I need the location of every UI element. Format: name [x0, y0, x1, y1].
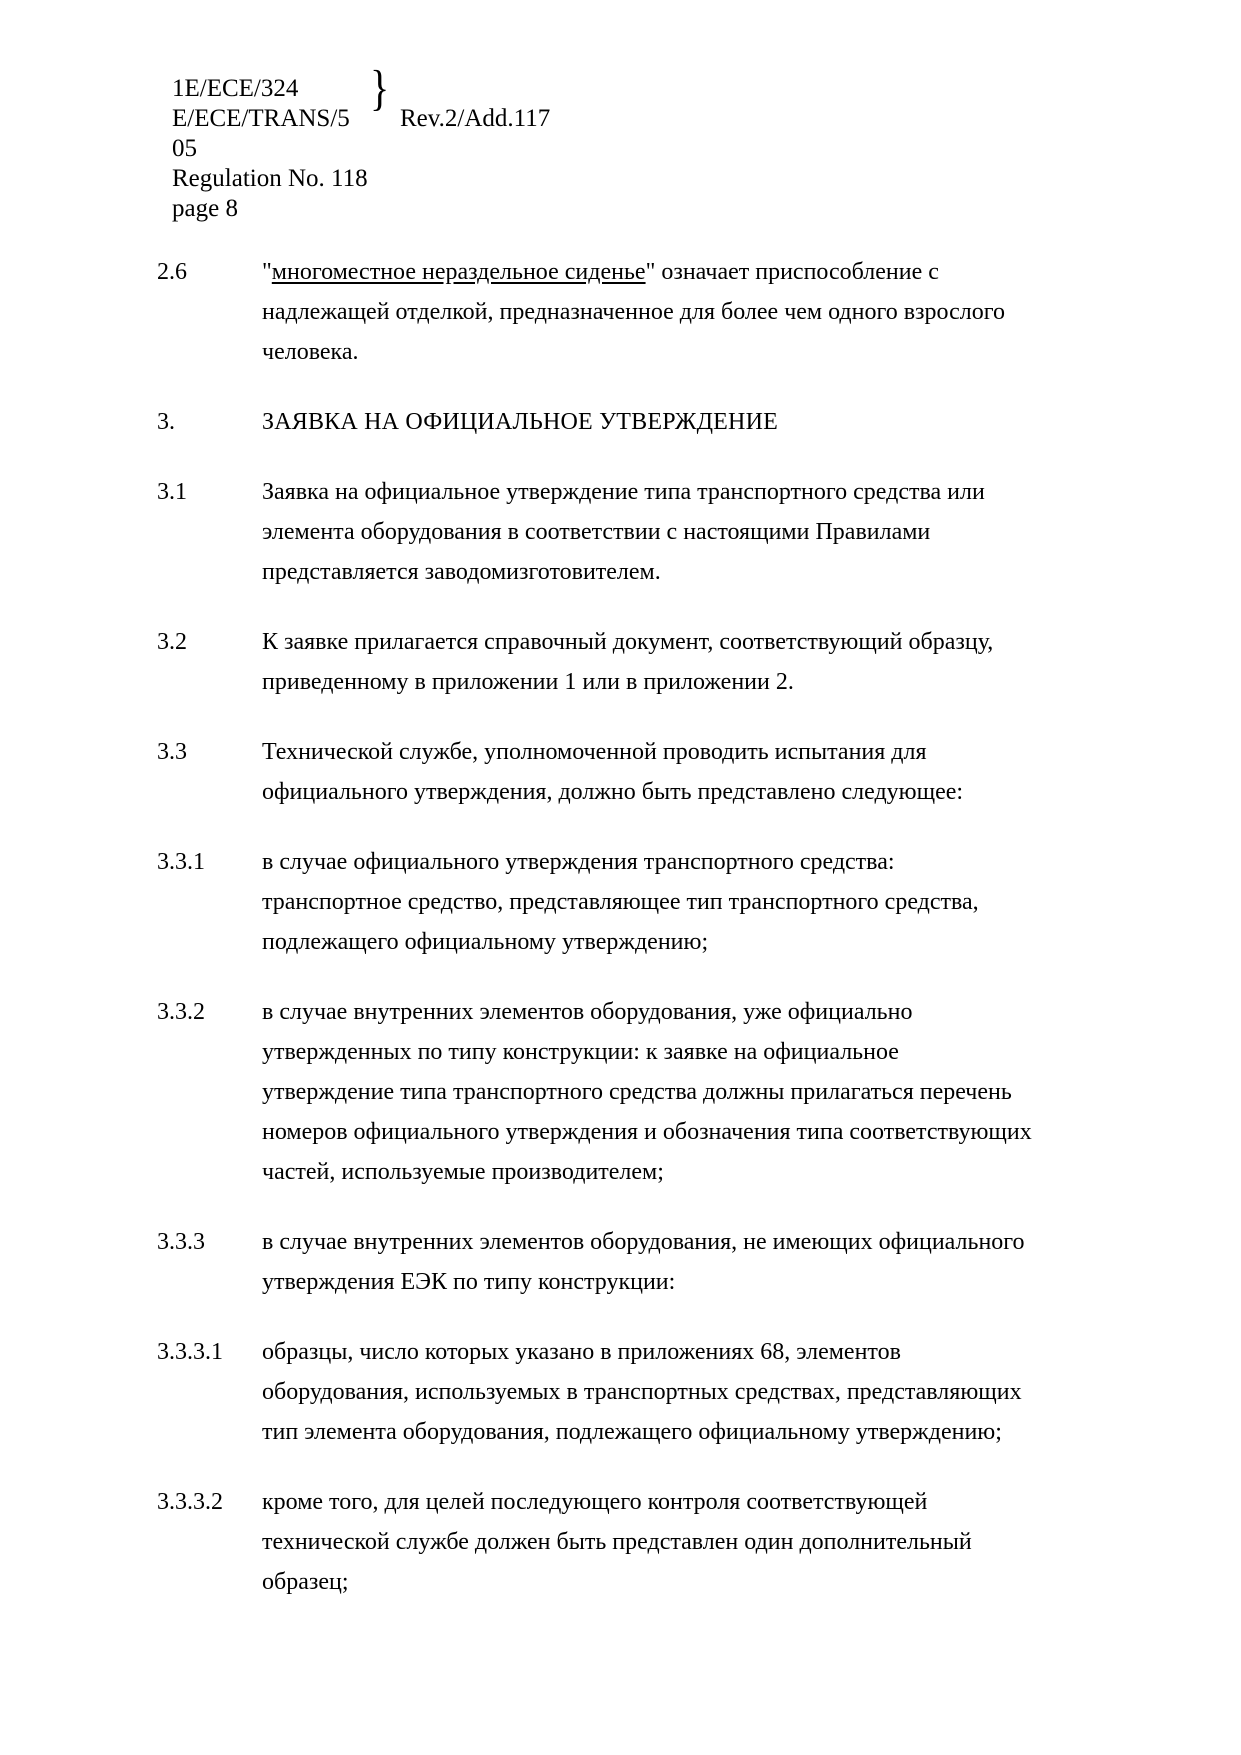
section-title: ЗАЯВКА НА ОФИЦИАЛЬНОЕ УТВЕРЖДЕНИЕ — [262, 409, 778, 435]
clause-3-2 — [0, 622, 1241, 702]
clause-3-3-3 — [0, 1222, 1241, 1302]
clause-3-3-3-1 — [0, 1332, 1241, 1452]
clause-body: в случае внутренних элементов оборудования, уже официально утвержденных по типу конструкции: к заявке на официальное утверждение типа транспортного средства должны прилагаться перечень номеров официального утверждения и обозначения типа соответствующих частей, используемые производителем; — [262, 999, 1032, 1185]
header-symbol-line-1: 1E/ECE/324 — [172, 75, 299, 102]
brace-icon: } — [370, 59, 390, 116]
clause-3-1 — [0, 472, 1241, 592]
document-body — [0, 252, 1241, 1632]
clause-number: 3.2 — [157, 629, 187, 655]
clause-number: 3. — [157, 409, 175, 435]
clause-body: кроме того, для целей последующего контроля соответствующей технической службе должен быть представлен один дополнительный образец; — [262, 1489, 972, 1595]
clause-3-3-3-2 — [0, 1482, 1241, 1602]
header-symbol-line-2: E/ECE/TRANS/5 — [172, 105, 350, 132]
quote-close: " — [645, 259, 656, 285]
clause-number: 2.6 — [157, 259, 187, 285]
clause-3-3-1 — [0, 842, 1241, 962]
clause-number: 3.3.3.1 — [157, 1339, 223, 1365]
document-header — [172, 59, 872, 224]
quote-open: " — [262, 259, 272, 285]
clause-body: Заявка на официальное утверждение типа транспортного средства или элемента оборудования в соответствии с настоящими Правилами представляется заводомизготовителем. — [262, 479, 985, 585]
header-symbol-group — [172, 59, 872, 164]
clause-number: 3.3.3.2 — [157, 1489, 223, 1515]
header-revision: Rev.2/Add.117 — [400, 105, 551, 132]
clause-body: в случае внутренних элементов оборудования, не имеющих официального утверждения ЕЭК по типу конструкции: — [262, 1229, 1025, 1295]
clause-number: 3.3.1 — [157, 849, 205, 875]
clause-body: Технической службе, уполномоченной проводить испытания для официального утверждения, должно быть представлено следующее: — [262, 739, 964, 805]
clause-number: 3.3.2 — [157, 999, 205, 1025]
header-regulation: Regulation No. 118 — [172, 165, 368, 192]
clause-3-3 — [0, 732, 1241, 812]
clause-body — [262, 252, 1037, 372]
clause-number: 3.3 — [157, 739, 187, 765]
clause-body: К заявке прилагается справочный документ, соответствующий образцу, приведенному в приложении 1 или в приложении 2. — [262, 629, 994, 695]
clause-3-heading — [0, 402, 1241, 442]
clause-number: 3.3.3 — [157, 1229, 205, 1255]
clause-body: образцы, число которых указано в приложениях 68, элементов оборудования, используемых в транспортных средствах, представляющих тип элемента оборудования, подлежащего официальному утверждению; — [262, 1339, 1022, 1445]
clause-2-6 — [0, 252, 1241, 372]
clause-body: в случае официального утверждения транспортного средства: транспортное средство, представляющее тип транспортного средства, подлежащего официальному утверждению; — [262, 849, 979, 955]
defined-term: многоместное нераздельное сиденье — [271, 259, 646, 285]
header-page-number: page 8 — [172, 195, 238, 222]
clause-number: 3.1 — [157, 479, 187, 505]
clause-remainder: означает приспособление с надлежащей отделкой, предназначенное для более чем одного взрослого человека. — [262, 259, 1005, 365]
clause-3-3-2 — [0, 992, 1241, 1192]
header-symbol-line-3: 05 — [172, 135, 197, 162]
